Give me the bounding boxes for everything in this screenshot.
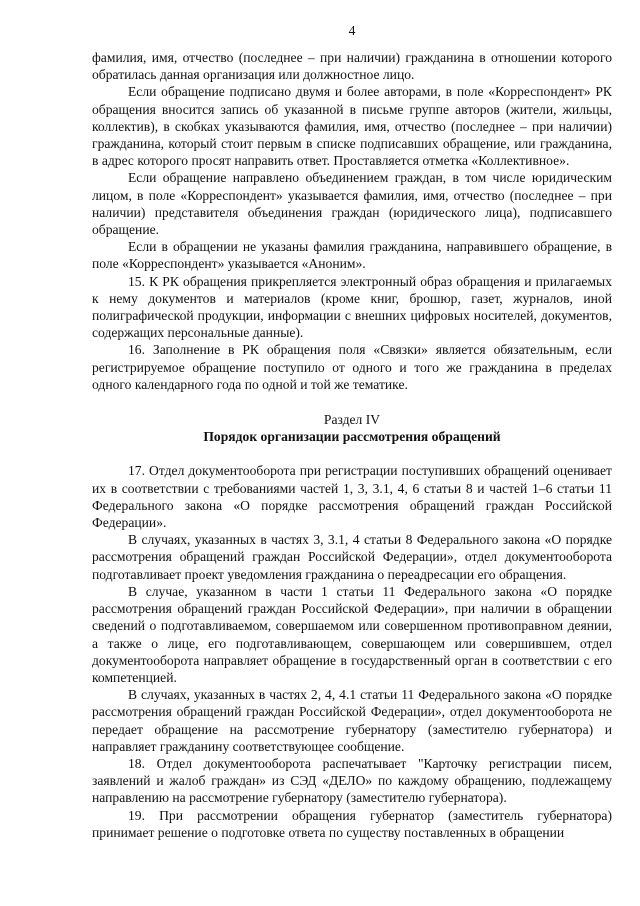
paragraph-item-19: 19. При рассмотрении обращения губернатор (заместитель губернатора) принимает решение о подготовке ответа по существу поставленных в обращении	[92, 807, 612, 840]
paragraph-item-16: 16. Заполнение в РК обращения поля «Связки» является обязательным, если регистрируемое обращение поступило от одного и того же гражданина в пределах одного календарного года по одной и той же тематике.	[92, 342, 612, 392]
page-number: 4	[348, 23, 356, 38]
paragraph-item-17: 17. Отдел документооборота при регистрации поступивших обращений оценивает их в соответствии с требованиями частей 1, 3, 3.1, 4, 6 статьи 8 и частей 1–6 статьи 11 Федерального закона «О порядке рассмотрения обращений граждан Российской Федерации».	[92, 463, 612, 531]
paragraph-anonymous: Если в обращении не указаны фамилия гражданина, направившего обращение, в поле «Корреспондент» указывается «Аноним».	[92, 239, 612, 272]
paragraph-unlawful-act: В случае, указанном в части 1 статьи 11 Федерального закона «О порядке рассмотрения обращений граждан Российской Федерации», при наличии в обращении сведений о подготавливаемом, совершаемом или совершенном противоправном деянии, а также о лице, его подготавливающем, совершающем или совершившем, отдел документооборота направляет обращение в государственный орган в соответствии с его компетенцией.	[92, 583, 612, 685]
section-spacer	[92, 393, 612, 411]
paragraph-collective-authors: Если обращение подписано двумя и более авторами, в поле «Корреспондент» РК обращения вносится запись об указанной в письме группе авторов (жители, жильцы, коллектив), в скобках указываются фамилия, имя, отчество (последнее – при наличии) гражданина, который стоит первым в списке подписавших обращение, или гражданина, в адрес которого просят направить ответ. Проставляется отметка «Коллективное».	[92, 84, 612, 169]
paragraph-item-15: 15. К РК обращения прикрепляется электронный образ обращения и прилагаемых к нему документов и материалов (кроме книг, брошюр, газет, журналов, иной полиграфической продукции, информации с внешних цифровых носителей, документов, содержащих персональные данные).	[92, 273, 612, 341]
section-title: Порядок организации рассмотрения обращений	[203, 429, 501, 445]
paragraph-redirect-cases: В случаях, указанных в частях 3, 3.1, 4 статьи 8 Федерального закона «О порядке рассмотрения обращений граждан Российской Федерации», отдел документооборота подготавливает проект уведомления гражданина о переадресации его обращения.	[92, 532, 612, 582]
paragraph-association: Если обращение направлено объединением граждан, в том числе юридическим лицом, в поле «Корреспондент» указывается фамилия, имя, отчество (последнее – при наличии) представителя объединения граждан (юридического лица), подписавшего обращение.	[92, 170, 612, 238]
paragraph-item-18: 18. Отдел документооборота распечатывает "Карточку регистрации писем, заявлений и жалоб граждан» из СЭД «ДЕЛО» по каждому обращению, подлежащему направлению на рассмотрение губернатору (заместителю губернатора).	[92, 755, 612, 806]
section-label: Раздел IV	[323, 412, 381, 428]
paragraph-no-transfer: В случаях, указанных в частях 2, 4, 4.1 статьи 11 Федерального закона «О порядке рассмотрения обращений граждан Российской Федерации», отдел документооборота не передает обращение на рассмотрение губернатору (заместителю губернатора) и направляет гражданину соответствующее сообщение.	[92, 687, 612, 754]
paragraph-continuation: фамилия, имя, отчество (последнее – при наличии) гражданина в отношении которого обратилась данная организация или должностное лицо.	[92, 50, 612, 83]
